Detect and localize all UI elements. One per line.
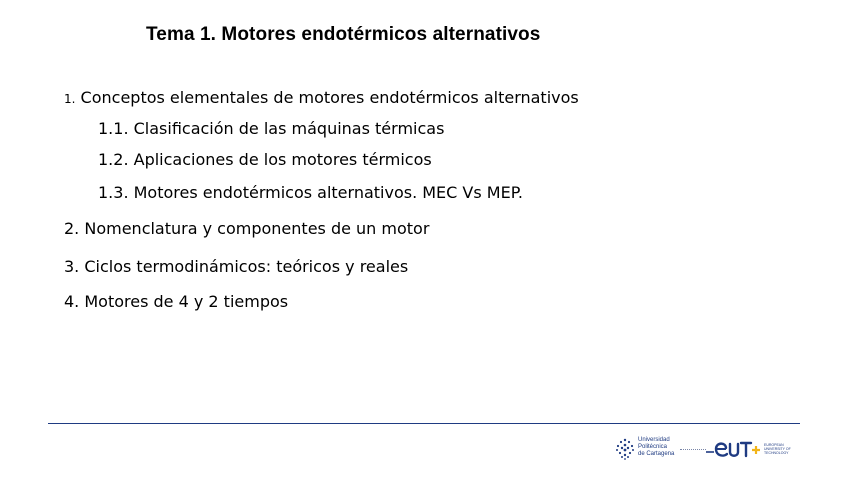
item-text: Motores endotérmicos alternativos. MEC Vs MEP. — [133, 183, 523, 202]
logo-separator — [680, 449, 706, 452]
list-item — [98, 119, 444, 138]
slide-title: Tema 1. Motores endotérmicos alternativos — [146, 24, 541, 45]
list-item — [64, 88, 579, 107]
item-text: Motores de 4 y 2 tiempos — [84, 292, 289, 311]
eut-logo-icon — [704, 436, 762, 462]
item-number: 1.1. — [98, 119, 129, 138]
upct-logo-icon — [614, 436, 636, 462]
item-number: 1.2. — [98, 150, 129, 169]
item-text: Clasificación de las máquinas térmicas — [133, 119, 445, 138]
item-number: 4. — [64, 292, 80, 311]
item-number: 1. — [64, 92, 76, 106]
item-text: Conceptos elementales de motores endotérmicos alternativos — [80, 88, 579, 107]
upct-name: Universidad Politécnica de Cartagena — [638, 437, 675, 457]
list-item — [64, 219, 429, 238]
list-item — [64, 292, 288, 311]
item-number: 1.3. — [98, 183, 129, 202]
footer-divider — [48, 423, 800, 424]
item-text: Ciclos termodinámicos: teóricos y reales — [84, 257, 409, 276]
item-number: 2. — [64, 219, 80, 238]
eut-name: EUROPEAN UNIVERSITY OF TECHNOLOGY — [764, 443, 791, 455]
list-item — [98, 150, 432, 169]
item-number: 3. — [64, 257, 80, 276]
list-item — [98, 183, 523, 202]
list-item — [64, 257, 408, 276]
item-text: Nomenclatura y componentes de un motor — [84, 219, 430, 238]
item-text: Aplicaciones de los motores térmicos — [133, 150, 432, 169]
footer-logos — [614, 434, 796, 464]
